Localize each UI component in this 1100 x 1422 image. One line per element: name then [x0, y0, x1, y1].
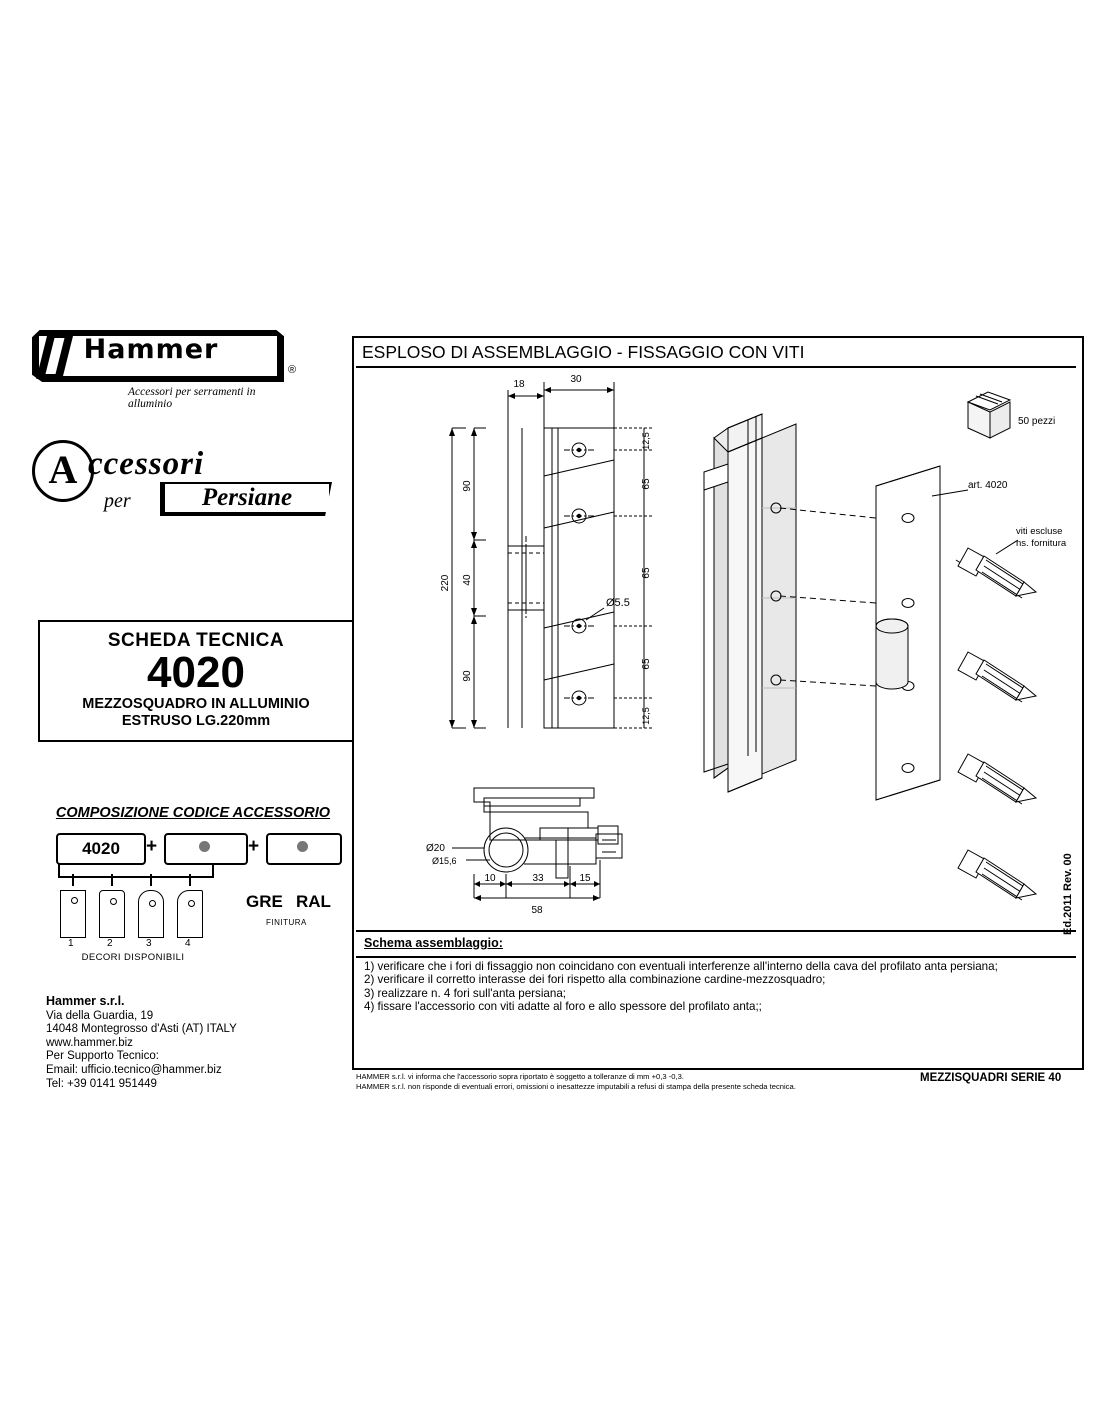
logo-wordmark: Hammer	[83, 334, 219, 365]
assembly-notes-body	[364, 960, 1064, 1014]
drawing-title: ESPLOSO DI ASSEMBLAGGIO - FISSAGGIO CON VITI	[362, 342, 805, 362]
disclaimer-line-1: HAMMER s.r.l. vi informa che l'accessorio sopra riportato è soggetto a tolleranze di mm +0,3 -0,3.	[356, 1072, 684, 1081]
assembly-notes-rule	[356, 956, 1076, 958]
decoro-number-3: 3	[146, 938, 152, 949]
dim-90-bottom: 90	[462, 670, 473, 682]
decoro-number-4: 4	[185, 938, 191, 949]
composition-diagram	[38, 830, 348, 980]
datasheet-desc-2: ESTRUSO LG.220mm	[121, 713, 271, 729]
composition-plus-2: +	[248, 836, 260, 857]
pack-quantity-label: 50 pezzi	[1018, 416, 1056, 427]
assembly-drawing	[356, 368, 1076, 930]
datasheet-code: 4020	[147, 648, 245, 697]
finitura-dot-icon	[297, 841, 308, 852]
drawing-canvas	[356, 368, 1076, 932]
decoro-shape-4	[177, 890, 203, 938]
series-label: MEZZISQUADRI SERIE 40	[920, 1072, 1062, 1084]
part-number-label: art. 4020	[968, 480, 1008, 491]
dim-220: 220	[440, 574, 451, 592]
dim-hole-diameter: Ø5.5	[606, 597, 630, 609]
dim-sect-10: 10	[484, 873, 496, 884]
dim-40: 40	[462, 574, 473, 586]
decori-tick-1	[72, 874, 74, 886]
accessori-per-persiane-logo	[32, 434, 332, 526]
decoro-shape-1	[60, 890, 86, 938]
dim-12-5-top: 12,5	[641, 432, 651, 450]
dim-sect-15: 15	[579, 873, 591, 884]
decoro-number-1: 1	[68, 938, 74, 949]
datasheet-box	[38, 620, 354, 742]
per-word: per	[104, 490, 131, 512]
decori-tick-2	[111, 874, 113, 886]
edition-revision-label: Ed.2011 Rev. 00	[1062, 853, 1074, 935]
company-address-1: Via della Guardia, 19	[46, 1009, 154, 1022]
assembly-notes-title: Schema assemblaggio:	[364, 936, 503, 950]
dim-12-5-bottom: 12,5	[641, 707, 651, 725]
legal-disclaimer	[356, 1072, 916, 1092]
decori-tick-4	[189, 874, 191, 886]
brand-tagline: Accessori per serramenti in alluminio	[128, 386, 256, 410]
disclaimer-line-2: HAMMER s.r.l. non risponde di eventuali errori, omissioni o inesattezze imputabili a refusi di stampa della presente scheda tecnica.	[356, 1082, 796, 1091]
screws-note-line-1: viti escluse	[1016, 526, 1063, 537]
dim-30: 30	[570, 374, 582, 385]
decori-tick-3	[150, 874, 152, 886]
company-address-2: 14048 Montegrosso d'Asti (AT) ITALY	[46, 1023, 237, 1036]
company-website: www.hammer.biz	[46, 1036, 133, 1049]
hammer-logo	[32, 330, 297, 420]
composition-title: COMPOSIZIONE CODICE ACCESSORIO	[55, 805, 331, 821]
dim-65-2: 65	[641, 567, 652, 579]
registered-mark: ®	[288, 364, 297, 376]
datasheet-desc-1: MEZZOSQUADRO IN ALLUMINIO	[82, 696, 310, 712]
dim-65-1: 65	[641, 478, 652, 490]
accessori-word: ccessori	[88, 446, 205, 482]
left-column	[20, 330, 340, 1090]
dim-pin-diameter: Ø20	[426, 843, 445, 854]
company-info	[46, 995, 237, 1091]
company-support-label: Per Supporto Tecnico:	[46, 1050, 159, 1063]
assembly-note-2: 2) verificare il corretto interasse dei fori rispetto alla combinazione cardine-mezzosquadro;	[364, 973, 826, 987]
decori-available-label: DECORI DISPONIBILI	[81, 952, 185, 963]
dim-sect-33: 33	[532, 873, 544, 884]
dim-sect-58: 58	[531, 905, 543, 916]
company-name: Hammer s.r.l.	[46, 994, 125, 1008]
company-email: Email: ufficio.tecnico@hammer.biz	[46, 1063, 222, 1076]
assembly-notes	[356, 930, 1076, 1064]
composition-plus-1: +	[146, 836, 158, 857]
assembly-note-4: 4) fissare l'accessorio con viti adatte al foro e allo spessore del profilato anta;;	[364, 1000, 762, 1014]
dim-inner-diameter: Ø15,6	[432, 856, 457, 866]
dim-65-3: 65	[641, 658, 652, 670]
assembly-note-1: 1) verificare che i fori di fissaggio non coincidano con eventuali interferenze all'interno della cava del profilato anta persiana;	[364, 960, 998, 973]
dim-90-top: 90	[462, 480, 473, 492]
accessori-initial: A	[32, 440, 94, 502]
company-telephone: Tel: +39 0141 951449	[46, 1077, 157, 1090]
decoro-number-2: 2	[107, 938, 113, 949]
datasheet-title: SCHEDA TECNICA	[107, 630, 285, 651]
dim-18: 18	[513, 379, 525, 390]
persiane-word: Persiane	[165, 484, 329, 512]
finitura-label: FINITURA	[266, 918, 307, 927]
decoro-shape-3	[138, 890, 164, 938]
decoro-dot-icon	[199, 841, 210, 852]
finish-ral-label: RAL	[296, 892, 331, 911]
finish-gre-label: GRE	[246, 892, 283, 911]
assembly-note-3: 3) realizzare n. 4 fori sull'anta persiana;	[364, 986, 566, 1000]
screws-note-line-2: ns. fornitura	[1016, 538, 1067, 549]
composition-base-code: 4020	[56, 833, 146, 865]
decoro-shape-2	[99, 890, 125, 938]
